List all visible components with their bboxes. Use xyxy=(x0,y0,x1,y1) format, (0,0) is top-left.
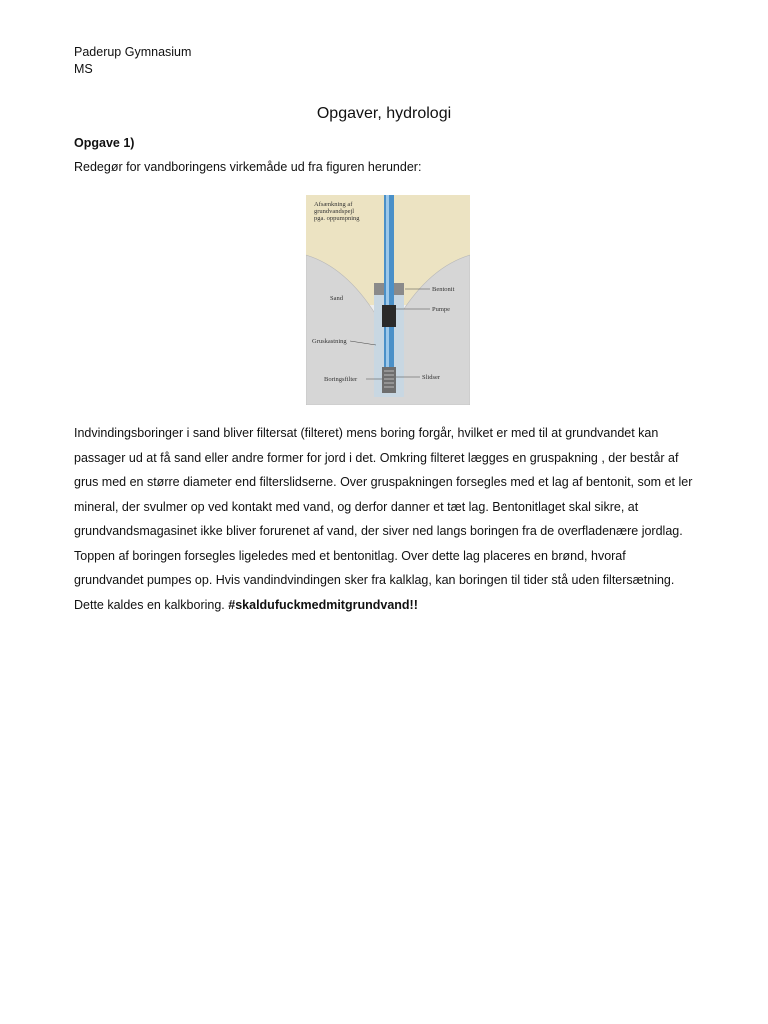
label-drawdown-2: grundvandspejl xyxy=(314,208,355,215)
body-paragraph xyxy=(74,421,698,617)
page-title: Opgaver, hydrologi xyxy=(316,105,452,122)
label-bentonite: Bentonit xyxy=(432,286,455,293)
label-sand: Sand xyxy=(330,295,343,302)
label-gravel-pack: Gruskastning xyxy=(312,338,347,345)
label-screen: Boringsfilter xyxy=(324,376,358,383)
task-prompt: Redegør for vandboringens virkemåde ud fra figuren herunder: xyxy=(74,160,422,174)
author-initials: MS xyxy=(74,62,93,76)
body-hashtag: #skaldufuckmedmitgrundvand!! xyxy=(228,597,418,612)
label-drawdown-3: pga. oppumpning xyxy=(314,215,360,222)
well-diagram xyxy=(306,195,470,405)
body-text: Indvindingsboringer i sand bliver filtersat (filteret) mens boring forgår, hvilket er med til at grundvandet kan passager ud at få sand eller andre former for jord i det. Omkring filteret lægges en gruspakning , der består af grus med en større diameter end filterslidserne. Over gruspakningen forsegles med et lag af bentonit, som et ler mineral, der svulmer op ved kontakt med vand, og derfor danner et tæt lag. Bentonitlaget skal sikre, at grundvandsmagasinet ikke bliver forurenet af vand, der siver ned langs boringen fra de overfladenære jordlag. Toppen af boringen forsegles ligeledes med et bentonitlag. Over dette lag placeres en brønd, hvoraf grundvandet pumpes op. Hvis vandindvindingen sker fra kalklag, kan boringen til tider stå uden filtersætning. Dette kaldes en kalkboring. xyxy=(74,426,693,612)
label-pump: Pumpe xyxy=(432,306,451,313)
label-slots: Slidser xyxy=(422,374,441,381)
school-name: Paderup Gymnasium xyxy=(74,45,192,59)
pump-body xyxy=(382,305,396,327)
label-drawdown-1: Afsænkning af xyxy=(314,201,353,208)
task-heading: Opgave 1) xyxy=(74,136,135,150)
